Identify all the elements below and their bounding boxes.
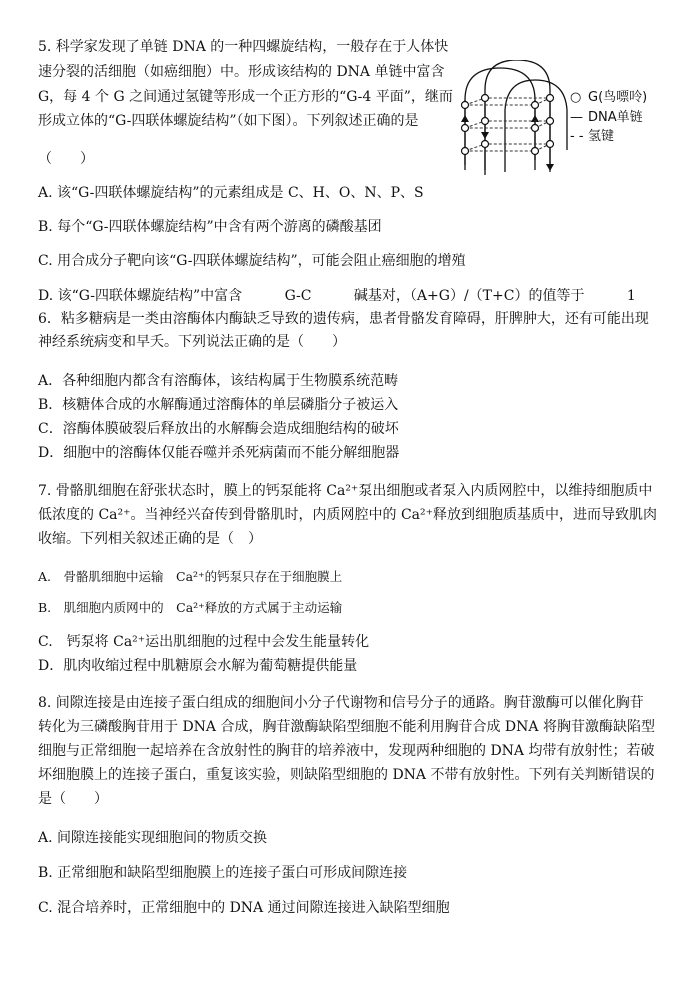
q8-stem-line-2: 转化为三磷酸胸苷用于 DNA 合成，胸苷激酶缺陷型细胞不能利用胸苷合成 DNA 将胸苷激酶缺陷型	[38, 719, 655, 735]
q7-option-c: C. 钙泵将 Ca²⁺运出肌细胞的过程中会发生能量转化	[38, 634, 370, 650]
q5-option-d-part4: 1	[626, 288, 636, 304]
q5-option-c: C. 用合成分子靶向该“G-四联体螺旋结构”，可能会阻止癌细胞的增殖	[38, 253, 466, 269]
q5-option-a: A. 该“G-四联体螺旋结构”的元素组成是 C、H、O、N、P、S	[38, 185, 424, 201]
q8-stem-line-3: 细胞与正常细胞一起培养在含放射性的胸苷的培养液中，发现两种细胞的 DNA 均带有放射性；若破	[38, 743, 655, 759]
legend-dna	[570, 110, 643, 126]
q5-option-d-part1: D. 该“G-四联体螺旋结构”中富含	[38, 288, 243, 304]
q6-option-a: A．各种细胞内都含有溶酶体，该结构属于生物膜系统范畴	[38, 373, 399, 389]
circle-icon: ○	[570, 90, 582, 105]
q8-option-a: A. 间隙连接能实现细胞间的物质交换	[38, 830, 268, 846]
q5-stem-line-3: G，每 4 个 G 之间通过氢键等形成一个正方形的“G-4 平面”，继而	[38, 89, 453, 105]
q8-stem-line-5: 是（ ）	[38, 791, 108, 807]
q8-stem-line-4: 坏细胞膜上的连接子蛋白，重复该实验，则缺陷型细胞的 DNA 不带有放射性。下列有关判断错误的	[38, 767, 655, 783]
q6-stem-line-2: 神经系统病变和早夭。下列说法正确的是（ ）	[38, 334, 346, 350]
q8-option-c: C. 混合培养时，正常细胞中的 DNA 通过间隙连接进入缺陷型细胞	[38, 900, 450, 916]
legend-dna-label: DNA单链	[588, 110, 643, 125]
q8-stem-line-1: 8. 间隙连接是由连接子蛋白组成的细胞间小分子代谢物和信号分子的通路。胸苷激酶可以催化胸苷	[38, 695, 644, 711]
q5-option-d-part2: G-C	[284, 288, 312, 304]
q7-stem-line-1: 7. 骨骼肌细胞在舒张状态时，膜上的钙泵能将 Ca²⁺泵出细胞或者泵入内质网腔中，以维持细胞质中	[38, 483, 653, 499]
legend-hbond	[570, 129, 614, 145]
q6-option-b: B．核糖体合成的水解酶通过溶酶体的单层磷脂分子被运入	[38, 397, 399, 413]
legend-g-label: G(鸟嘌呤)	[588, 90, 648, 105]
dashed-line-icon: - -	[570, 129, 584, 144]
q5-option-d-part3: 碱基对，（A+G）/（T+C）的值等于	[353, 288, 585, 304]
q8-option-b: B. 正常细胞和缺陷型细胞膜上的连接子蛋白可形成间隙连接	[38, 865, 408, 881]
legend-hbond-label: 氢键	[588, 129, 615, 144]
q5-stem-line-1: 5. 科学家发现了单链 DNA 的一种四螺旋结构，一般存在于人体快	[38, 39, 449, 55]
solid-line-icon: —	[570, 110, 583, 125]
q6-option-c: C．溶酶体膜破裂后释放出的水解酶会造成细胞结构的破坏	[38, 421, 399, 437]
q7-stem-line-2: 低浓度的 Ca²⁺。当神经兴奋传到骨骼肌时，内质网腔中的 Ca²⁺释放到细胞质基质中，进而导致肌肉	[38, 507, 658, 523]
q7-option-b: B. 肌细胞内质网中的 Ca²⁺释放的方式属于主动运输	[38, 600, 343, 615]
legend-g	[570, 90, 647, 106]
q7-option-a: A. 骨骼肌细胞中运输 Ca²⁺的钙泵只存在于细胞膜上	[38, 569, 343, 584]
q7-stem-line-3: 收缩。下列相关叙述正确的是（ ）	[38, 531, 262, 547]
q5-stem-line-2: 速分裂的活细胞（如癌细胞）中。形成该结构的 DNA 单链中富含	[38, 64, 445, 80]
q6-stem-line-1: 6．粘多糖病是一类由溶酶体内酶缺乏导致的遗传病，患者骨骼发育障碍，肝脾肿大，还有可能出现	[38, 311, 649, 327]
q5-option-d	[38, 287, 636, 305]
q5-stem-line-4: 形成立体的“G-四联体螺旋结构”（如下图）。下列叙述正确的是	[38, 113, 419, 129]
q7-option-d: D．肌肉收缩过程中肌糖原会水解为葡萄糖提供能量	[38, 658, 358, 674]
q6-option-d: D．细胞中的溶酶体仅能吞噬并杀死病菌而不能分解细胞器	[38, 445, 400, 461]
q5-option-b: B. 每个“G-四联体螺旋结构”中含有两个游离的磷酸基团	[38, 219, 382, 235]
q5-answer-blank: （ ）	[38, 151, 94, 167]
